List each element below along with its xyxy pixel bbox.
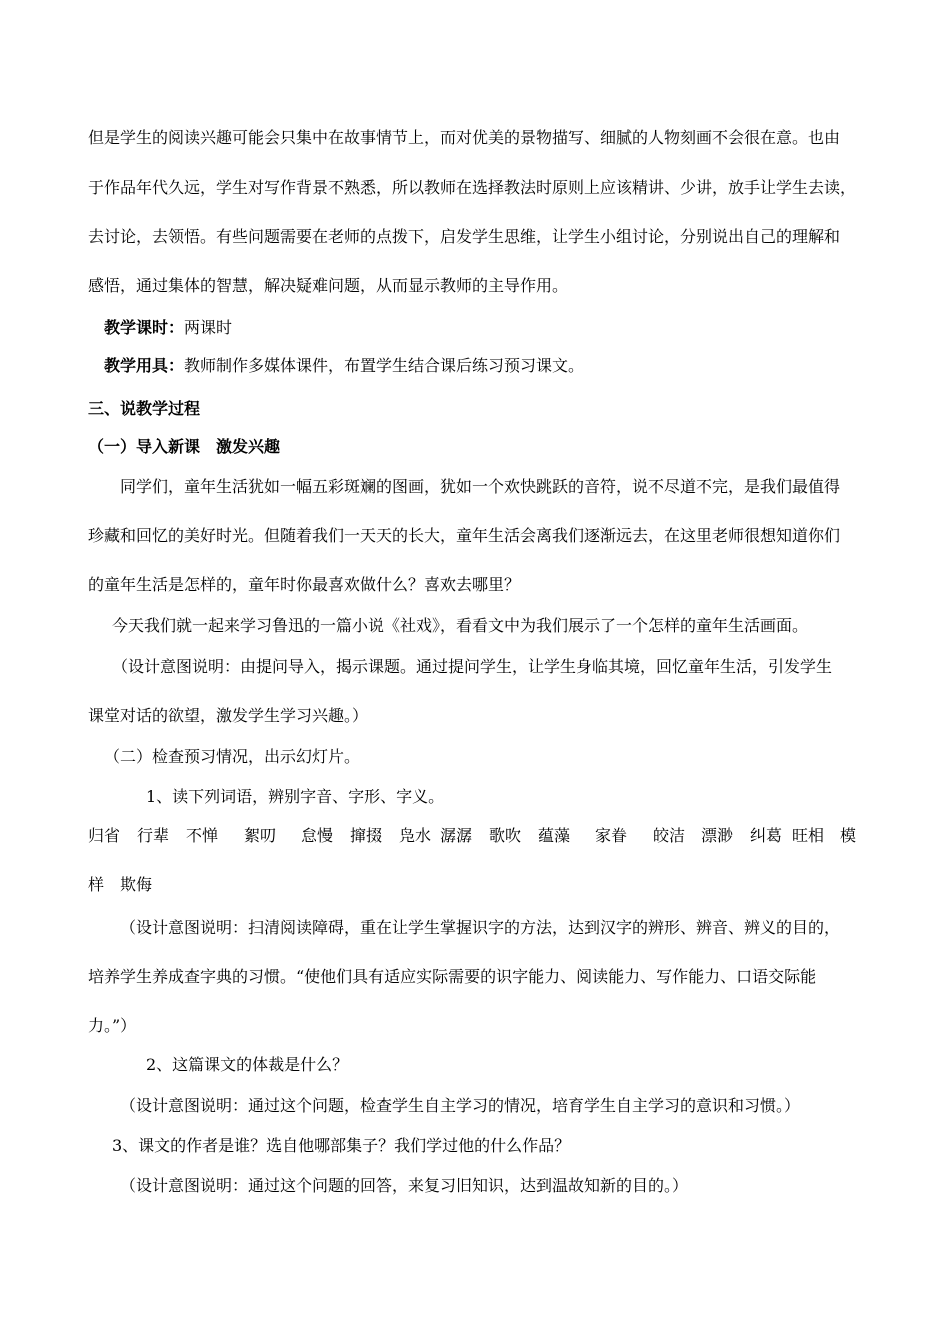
- design-2: （设计意图说明：通过这个问题，检查学生自主学习的情况，培育学生自主学习的意识和习惯。）: [120, 1096, 801, 1115]
- design-1-line-2: 培养学生养成查字典的习惯。“使他们具有适应实际需要的识字能力、阅读能力、写作能力、口语交际能: [88, 967, 817, 986]
- part1-para-line-1: 同学们，童年生活犹如一幅五彩斑斓的图画，犹如一个欢快跳跃的音符，说不尽道不完，是我们最值得: [120, 477, 841, 496]
- vocab-word: 归省: [88, 826, 121, 845]
- vocab-word: 潺潺: [440, 826, 473, 845]
- vocab-word: 漂渺: [701, 826, 734, 845]
- question-1: 1、读下列词语，辨别字音、字形、字义。: [146, 787, 445, 806]
- vocab-word: 模: [840, 826, 857, 845]
- vocab-word: 纠葛: [750, 826, 783, 845]
- vocab-word: 絮叨: [244, 826, 277, 845]
- vocab-word: 行辈: [137, 826, 170, 845]
- part1-design-line-2: 课堂对话的欲望，激发学生学习兴趣。）: [88, 706, 369, 725]
- part1-design-line-1: （设计意图说明：由提问导入，揭示课题。通过提问学生，让学生身临其境，回忆童年生活，引发学生: [112, 657, 833, 676]
- question-3: 3、课文的作者是谁？选自他哪部集子？我们学过他的什么作品？: [112, 1136, 571, 1155]
- part2-heading: （二）检查预习情况，出示幻灯片。: [104, 747, 361, 766]
- vocab-word: 蕴藻: [538, 826, 571, 845]
- teaching-hours: [104, 318, 232, 338]
- vocab-list: [88, 826, 878, 846]
- question-2: 2、这篇课文的体裁是什么？: [146, 1055, 349, 1074]
- intro-line-4: 感悟，通过集体的智慧，解决疑难问题，从而显示教师的主导作用。: [88, 276, 569, 295]
- part1-heading: （一）导入新课 激发兴趣: [88, 437, 281, 456]
- part1-para-2: 今天我们就一起来学习鲁迅的一篇小说《社戏》，看看文中为我们展示了一个怎样的童年生活画面。: [112, 616, 809, 635]
- vocab-word: 撺掇: [350, 826, 383, 845]
- vocab-word: 怠慢: [301, 826, 334, 845]
- part1-para-line-3: 的童年生活是怎样的，童年时你最喜欢做什么？喜欢去哪里？: [88, 575, 521, 594]
- teaching-tools-value: 教师制作多媒体课件，布置学生结合课后练习预习课文。: [184, 356, 585, 375]
- design-1-line-3: 力。”）: [88, 1016, 137, 1035]
- teaching-tools-label: 教学用具：: [104, 356, 185, 375]
- vocab-word: 家眷: [595, 826, 628, 845]
- vocab-word: 旺相: [792, 826, 825, 845]
- vocab-word: 不惮: [186, 826, 219, 845]
- section-heading: 三、说教学过程: [88, 399, 201, 418]
- part1-para-line-2: 珍藏和回忆的美好时光。但随着我们一天天的长大，童年生活会离我们逐渐远去，在这里老师很想知道你们: [88, 526, 841, 545]
- design-1-line-1: （设计意图说明：扫清阅读障碍，重在让学生掌握识字的方法，达到汉字的辨形、辨音、辨义的目的，: [120, 918, 841, 937]
- teaching-hours-label: 教学课时：: [104, 318, 185, 337]
- intro-line-1: 但是学生的阅读兴趣可能会只集中在故事情节上，而对优美的景物描写、细腻的人物刻画不会很在意。也由: [88, 128, 841, 147]
- vocab-word: 凫水: [399, 826, 432, 845]
- intro-line-2: 于作品年代久远，学生对写作背景不熟悉，所以教师在选择教法时原则上应该精讲、少讲，放手让学生去读，: [88, 178, 857, 197]
- design-3: （设计意图说明：通过这个问题的回答，来复习旧知识，达到温故知新的目的。）: [120, 1176, 689, 1195]
- teaching-hours-value: 两课时: [184, 318, 233, 337]
- vocab-word: 歌吹: [489, 826, 522, 845]
- intro-line-3: 去讨论，去领悟。有些问题需要在老师的点拨下，启发学生思维，让学生小组讨论，分别说出自己的理解和: [88, 227, 841, 246]
- teaching-tools: [104, 356, 584, 376]
- vocab-line-2: 样 欺侮: [88, 875, 153, 894]
- vocab-word: 皎洁: [653, 826, 686, 845]
